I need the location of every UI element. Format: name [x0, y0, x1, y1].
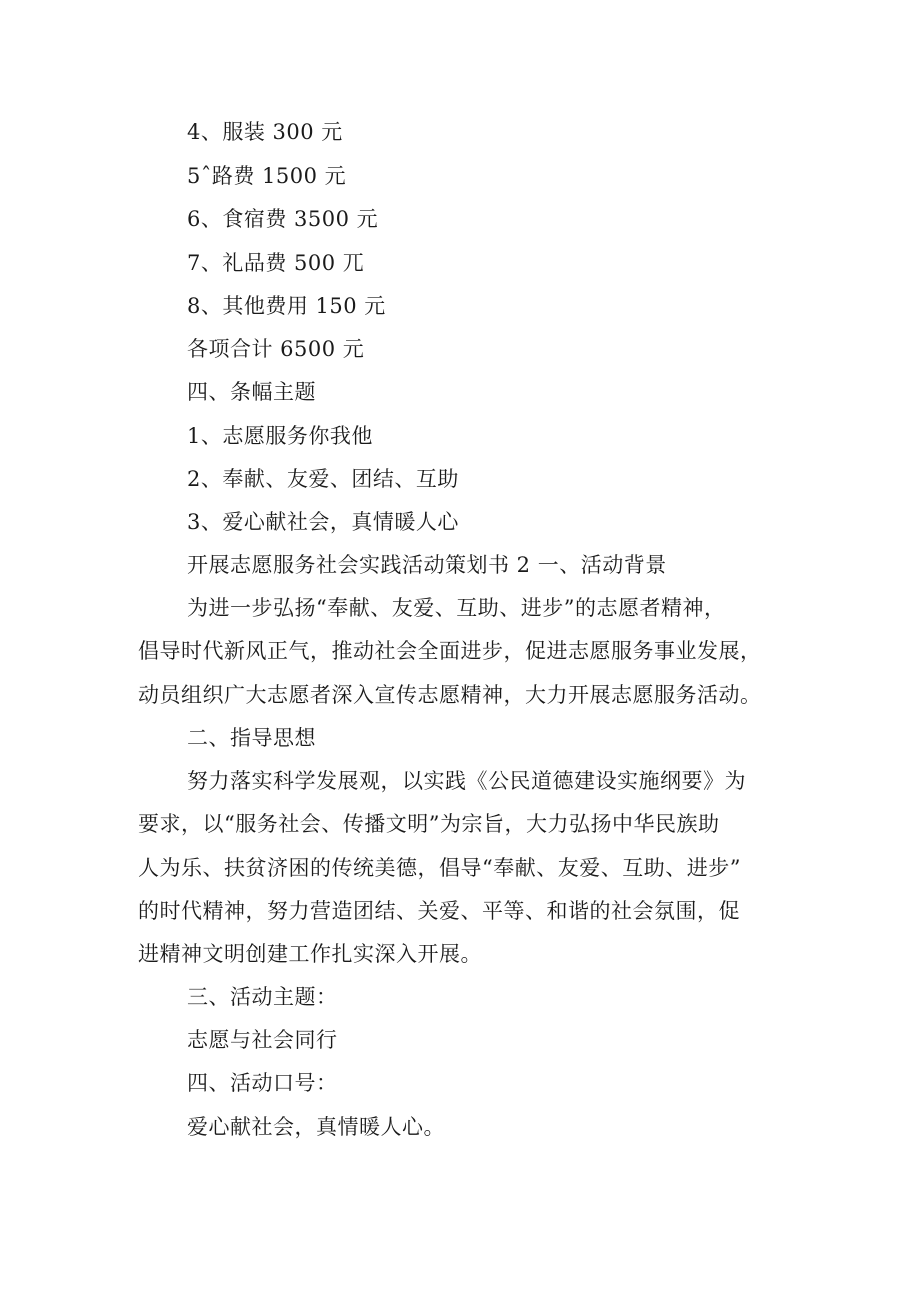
budget-item-lodging: 6、食宿费 3500 元	[187, 207, 379, 231]
guiding-heading: 二、指导思想	[187, 726, 316, 750]
guiding-para-line: 人为乐、扶贫济困的传统美德，倡导“奉献、友爱、互助、进步”	[138, 856, 741, 880]
plan2-title: 开展志愿服务社会实践活动策划书 2 一、活动背景	[187, 553, 667, 577]
guiding-para-line: 进精神文明创建工作扎实深入开展。	[138, 942, 482, 966]
slogan-text: 爱心献社会，真情暖人心。	[187, 1115, 445, 1139]
background-para-line: 倡导时代新风正气，推动社会全面进步，促进志愿服务事业发展，	[138, 639, 762, 663]
guiding-para-line: 努力落实科学发展观，以实践《公民道德建设实施纲要》为	[187, 769, 746, 793]
budget-item-other: 8、其他费用 150 元	[187, 294, 386, 318]
theme-text: 志愿与社会同行	[187, 1028, 338, 1052]
slogan-heading: 四、活动口号：	[187, 1071, 338, 1095]
banner-item-1: 1、志愿服务你我他	[187, 424, 373, 448]
budget-total: 各项合计 6500 元	[187, 337, 365, 361]
guiding-para-line: 的时代精神，努力营造团结、关爱、平等、和谐的社会氛围，促	[138, 899, 740, 923]
budget-item-travel: 5ˆ路费 1500 元	[187, 164, 347, 188]
banner-item-2: 2、奉献、友爱、团结、互助	[187, 467, 459, 491]
banner-heading: 四、条幅主题	[187, 380, 316, 404]
theme-heading: 三、活动主题：	[187, 985, 338, 1009]
background-para-line: 为进一步弘扬“奉献、友爱、互助、进步”的志愿者精神，	[187, 596, 726, 620]
budget-item-gifts: 7、礼品费 500 兀	[187, 251, 365, 275]
background-para-line: 动员组织广大志愿者深入宣传志愿精神，大力开展志愿服务活动。	[138, 683, 762, 707]
budget-item-clothing: 4、服装 300 元	[187, 120, 343, 144]
guiding-para-line: 要求，以“服务社会、传播文明”为宗旨，大力弘扬中华民族助	[138, 812, 720, 836]
banner-item-3: 3、爱心献社会，真情暖人心	[187, 510, 459, 534]
